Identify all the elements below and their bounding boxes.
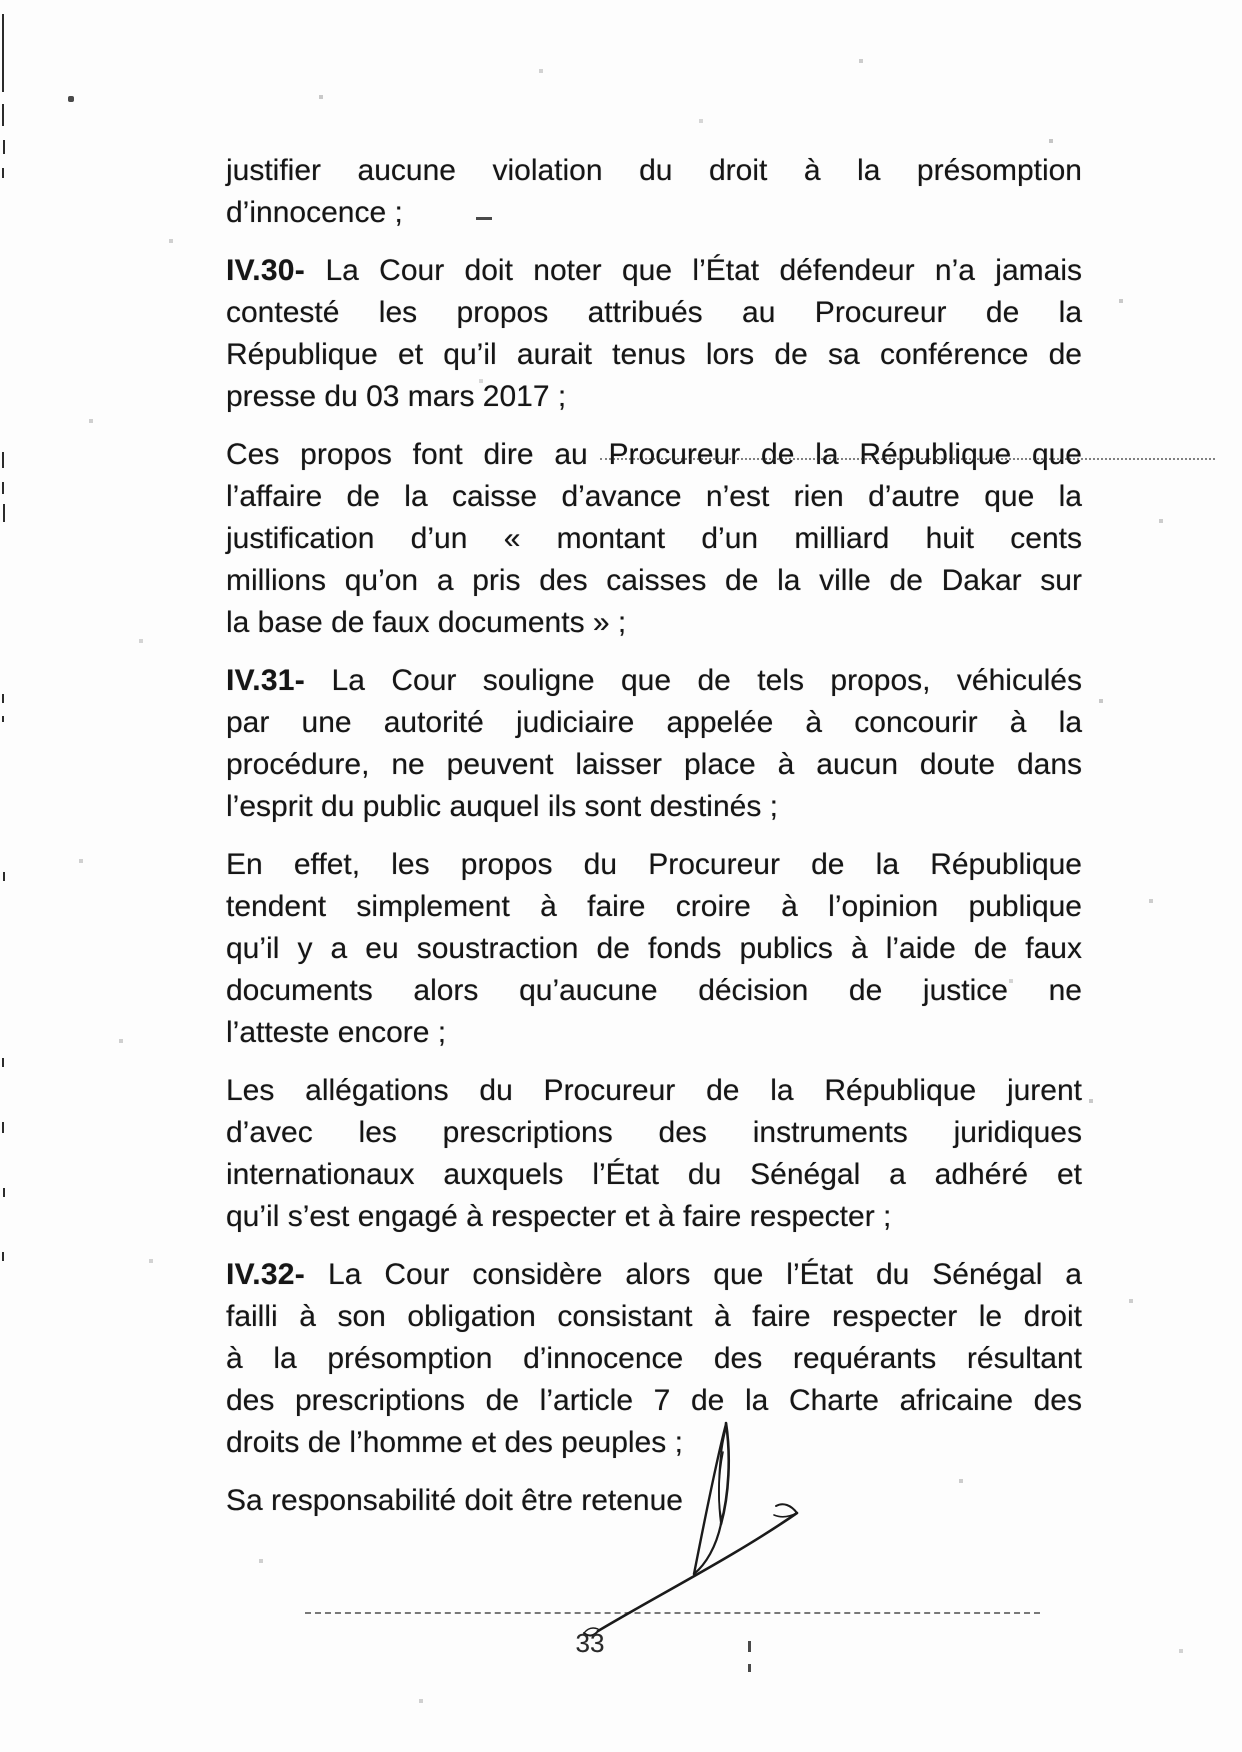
page-number: 33 (575, 1628, 605, 1658)
scan-edge-mark (2, 104, 4, 126)
scan-edge-mark (2, 1058, 4, 1067)
text-line: qu’il y a eu soustraction de fonds publics à l’aide de faux (226, 932, 1082, 965)
text-line: Ces propos font dire au Procureur de la République que (226, 438, 1082, 471)
text-line: IV.31- La Cour souligne que de tels propos, véhiculés (226, 664, 1082, 697)
text-line: procédure, ne peuvent laisser place à aucun doute dans (226, 748, 1082, 781)
text-line: Sa responsabilité doit être retenue (226, 1484, 683, 1517)
scan-edge-mark (3, 140, 5, 154)
text-line: à la présomption d’innocence des requérants résultant (226, 1342, 1082, 1375)
document-body (226, 150, 1082, 1538)
text-line: millions qu’on a pris des caisses de la ville de Dakar sur (226, 564, 1082, 597)
text-line: IV.30- La Cour doit noter que l’État défendeur n’a jamais (226, 254, 1082, 287)
scan-speck (748, 1641, 751, 1652)
scan-edge-mark (3, 872, 5, 881)
text-line: l’atteste encore ; (226, 1016, 447, 1049)
paragraph (226, 434, 1082, 644)
text-line: des prescriptions de l’article 7 de la Charte africaine des (226, 1384, 1082, 1417)
text-line: presse du 03 mars 2017 ; (226, 380, 567, 413)
text-line: l’affaire de la caisse d’avance n’est rien d’autre que la (226, 480, 1082, 513)
text-line: En effet, les propos du Procureur de la République (226, 848, 1082, 881)
text-line: justification d’un « montant d’un milliard huit cents (226, 522, 1082, 555)
text-line: droits de l’homme et des peuples ; (226, 1426, 683, 1459)
paragraph (226, 250, 1082, 418)
scan-speck (68, 96, 74, 102)
dotted-underline-artifact (600, 458, 1215, 460)
footer-dotted-rule (305, 1612, 1040, 1614)
text-line: tendent simplement à faire croire à l’opinion publique (226, 890, 1082, 923)
text-line: IV.32- La Cour considère alors que l’État du Sénégal a (226, 1258, 1082, 1291)
scan-edge-mark (3, 504, 5, 522)
text-line: l’esprit du public auquel ils sont destinés ; (226, 790, 778, 823)
paragraph-number-label: IV.31- (226, 664, 306, 697)
paragraph (226, 1070, 1082, 1238)
scan-edge-mark (2, 1122, 4, 1133)
paragraph-number-label: IV.32- (226, 1258, 306, 1291)
scan-edge-mark (2, 716, 4, 722)
scan-edge-mark (2, 694, 4, 703)
text-line: documents alors qu’aucune décision de justice ne (226, 974, 1082, 1007)
text-line: qu’il s’est engagé à respecter et à faire respecter ; (226, 1200, 892, 1233)
paragraph (226, 150, 1082, 234)
text-line: d’avec les prescriptions des instruments juridiques (226, 1116, 1082, 1149)
scan-edge-mark (2, 482, 4, 494)
text-line: d’innocence ; (226, 196, 403, 229)
paragraph-number-label: IV.30- (226, 254, 306, 287)
text-line: contesté les propos attribués au Procureur de la (226, 296, 1082, 329)
text-line: failli à son obligation consistant à faire respecter le droit (226, 1300, 1082, 1333)
scan-edge-mark (2, 452, 4, 468)
scan-edge-mark (2, 1252, 4, 1261)
text-line: République et qu’il aurait tenus lors de sa conférence de (226, 338, 1082, 371)
paragraph (226, 1254, 1082, 1464)
paragraph (226, 844, 1082, 1054)
scan-speck (748, 1664, 751, 1672)
text-line: par une autorité judiciaire appelée à concourir à la (226, 706, 1082, 739)
text-line: Les allégations du Procureur de la République jurent (226, 1074, 1082, 1107)
text-line: justifier aucune violation du droit à la présomption (226, 154, 1082, 187)
text-line: la base de faux documents » ; (226, 606, 627, 639)
paragraph (226, 660, 1082, 828)
scan-edge-mark (2, 168, 4, 178)
scan-edge-mark (2, 14, 4, 92)
text-line: internationaux auxquels l’État du Sénégal a adhéré et (226, 1158, 1082, 1191)
scan-noise (0, 0, 2, 2)
paragraph (226, 1480, 1082, 1522)
scan-edge-mark (3, 1188, 5, 1197)
